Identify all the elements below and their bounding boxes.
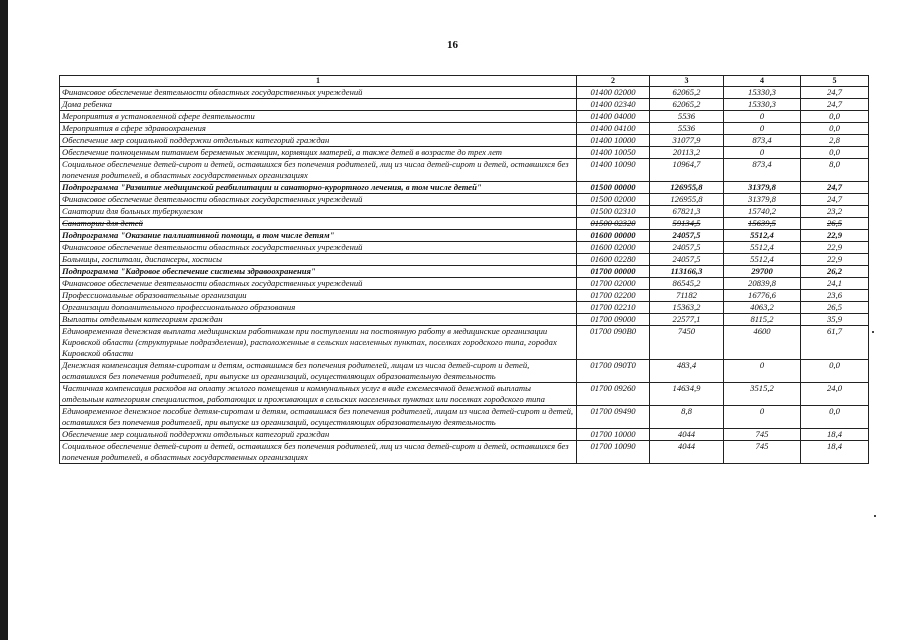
row-name-cell: Обеспечение мер социальной поддержки отдельных категорий граждан — [60, 429, 577, 441]
row-plan-value-cell: 10964,7 — [650, 159, 724, 182]
row-name-cell: Социальное обеспечение детей-сирот и детей, оставшихся без попечения родителей, лиц из числа детей-сирот и детей, оставшихся без попечения родителей, в областных государственных организациях — [60, 159, 577, 182]
row-plan-value-cell: 24057,5 — [650, 242, 724, 254]
row-code-cell: 01600 02280 — [577, 254, 650, 266]
row-actual-value-cell: 15639,5 — [724, 218, 801, 230]
table-row — [60, 159, 869, 182]
row-name-cell: Подпрограмма "Кадровое обеспечение системы здравоохранения" — [60, 266, 577, 278]
row-percent-cell: 61,7 — [801, 326, 869, 360]
row-code-cell: 01500 00000 — [577, 182, 650, 194]
row-plan-value-cell: 24057,5 — [650, 230, 724, 242]
header-col-1: 1 — [60, 76, 577, 87]
row-name-cell: Социальное обеспечение детей-сирот и детей, оставшихся без попечения родителей, лиц из числа детей-сирот и детей, оставшихся без попечения родителей, в областных государственных организациях — [60, 441, 577, 464]
header-col-4: 4 — [724, 76, 801, 87]
row-plan-value-cell: 15363,2 — [650, 302, 724, 314]
row-percent-cell: 26,5 — [801, 302, 869, 314]
row-actual-value-cell: 29700 — [724, 266, 801, 278]
row-percent-cell: 26,5 — [801, 218, 869, 230]
row-actual-value-cell: 745 — [724, 429, 801, 441]
table-row — [60, 290, 869, 302]
row-percent-cell: 24,7 — [801, 194, 869, 206]
row-plan-value-cell: 62065,2 — [650, 99, 724, 111]
table-row — [60, 326, 869, 360]
row-name-cell: Обеспечение полноценным питанием беременных женщин, кормящих матерей, а также детей в возрасте до трех лет — [60, 147, 577, 159]
row-percent-cell: 18,4 — [801, 429, 869, 441]
table-row — [60, 135, 869, 147]
row-code-cell: 01400 04100 — [577, 123, 650, 135]
row-actual-value-cell: 20839,8 — [724, 278, 801, 290]
row-name-cell: Больницы, госпитали, диспансеры, хосписы — [60, 254, 577, 266]
row-code-cell: 01700 090В0 — [577, 326, 650, 360]
scan-speck — [874, 515, 876, 517]
row-actual-value-cell: 5512,4 — [724, 242, 801, 254]
scan-edge-shadow — [0, 0, 8, 640]
row-name-cell: Единовременное денежное пособие детям-сиротам и детям, оставшимся без попечения родителей, лицам из числа детей-сирот и детей, оставшихся без попечения родителей, при выпуске из организаций, осуществляющих образовательную деятельность — [60, 406, 577, 429]
row-name-cell: Подпрограмма "Оказание паллиативной помощи, в том числе детям" — [60, 230, 577, 242]
row-percent-cell: 22,9 — [801, 254, 869, 266]
row-code-cell: 01700 09000 — [577, 314, 650, 326]
table-row — [60, 254, 869, 266]
row-plan-value-cell: 14634,9 — [650, 383, 724, 406]
row-plan-value-cell: 22577,1 — [650, 314, 724, 326]
row-actual-value-cell: 4063,2 — [724, 302, 801, 314]
row-plan-value-cell: 86545,2 — [650, 278, 724, 290]
table-row — [60, 87, 869, 99]
row-code-cell: 01400 10050 — [577, 147, 650, 159]
table-row — [60, 429, 869, 441]
row-code-cell: 01700 09260 — [577, 383, 650, 406]
row-actual-value-cell: 873,4 — [724, 135, 801, 147]
header-col-5: 5 — [801, 76, 869, 87]
table-row — [60, 218, 869, 230]
row-actual-value-cell: 0 — [724, 123, 801, 135]
header-col-3: 3 — [650, 76, 724, 87]
row-name-cell: Санатории для больных туберкулезом — [60, 206, 577, 218]
row-plan-value-cell: 8,8 — [650, 406, 724, 429]
row-percent-cell: 35,9 — [801, 314, 869, 326]
row-actual-value-cell: 8115,2 — [724, 314, 801, 326]
row-actual-value-cell: 15330,3 — [724, 99, 801, 111]
row-actual-value-cell: 745 — [724, 441, 801, 464]
row-percent-cell: 0,0 — [801, 111, 869, 123]
table-row — [60, 123, 869, 135]
row-actual-value-cell: 5512,4 — [724, 230, 801, 242]
row-plan-value-cell: 59134,5 — [650, 218, 724, 230]
row-percent-cell: 0,0 — [801, 147, 869, 159]
row-percent-cell: 24,0 — [801, 383, 869, 406]
row-plan-value-cell: 24057,5 — [650, 254, 724, 266]
row-code-cell: 01600 00000 — [577, 230, 650, 242]
table-row — [60, 194, 869, 206]
row-code-cell: 01400 10000 — [577, 135, 650, 147]
row-percent-cell: 24,7 — [801, 87, 869, 99]
row-code-cell: 01700 02000 — [577, 278, 650, 290]
row-code-cell: 01700 02210 — [577, 302, 650, 314]
row-actual-value-cell: 31379,8 — [724, 194, 801, 206]
row-plan-value-cell: 4044 — [650, 429, 724, 441]
table-row — [60, 383, 869, 406]
row-code-cell: 01600 02000 — [577, 242, 650, 254]
row-actual-value-cell: 16776,6 — [724, 290, 801, 302]
row-plan-value-cell: 20113,2 — [650, 147, 724, 159]
row-percent-cell: 18,4 — [801, 441, 869, 464]
row-plan-value-cell: 62065,2 — [650, 87, 724, 99]
row-code-cell: 01500 02000 — [577, 194, 650, 206]
row-code-cell: 01700 00000 — [577, 266, 650, 278]
row-actual-value-cell: 0 — [724, 360, 801, 383]
row-percent-cell: 22,9 — [801, 242, 869, 254]
table-row — [60, 206, 869, 218]
row-plan-value-cell: 5536 — [650, 111, 724, 123]
row-code-cell: 01400 04000 — [577, 111, 650, 123]
row-code-cell: 01400 02340 — [577, 99, 650, 111]
table-row — [60, 360, 869, 383]
row-name-cell: Мероприятия в сфере здравоохранения — [60, 123, 577, 135]
row-plan-value-cell: 483,4 — [650, 360, 724, 383]
row-name-cell: Организации дополнительного профессионального образования — [60, 302, 577, 314]
row-plan-value-cell: 71182 — [650, 290, 724, 302]
table-row — [60, 314, 869, 326]
row-plan-value-cell: 126955,8 — [650, 194, 724, 206]
table-row — [60, 99, 869, 111]
row-plan-value-cell: 113166,3 — [650, 266, 724, 278]
row-name-cell: Финансовое обеспечение деятельности областных государственных учреждений — [60, 242, 577, 254]
row-name-cell: Мероприятия в установленной сфере деятельности — [60, 111, 577, 123]
table-row — [60, 111, 869, 123]
row-code-cell: 01500 02310 — [577, 206, 650, 218]
row-name-cell: Подпрограмма "Развитие медицинской реабилитации и санаторно-курортного лечения, в том числе детей" — [60, 182, 577, 194]
row-name-cell: Единовременная денежная выплата медицинским работникам при поступлении на постоянную работу в медицинские организации Кировской области (структурные подразделения), расположенные в сельских населенных пунктах, поселках городского типа, городах Кировской области — [60, 326, 577, 360]
row-code-cell: 01700 10000 — [577, 429, 650, 441]
row-actual-value-cell: 5512,4 — [724, 254, 801, 266]
row-name-cell: Денежная компенсация детям-сиротам и детям, оставшимся без попечения родителей, лицам из числа детей-сирот и детей, оставшихся без попечения родителей, при выпуске из организаций, осуществляющих образовательную деятельность — [60, 360, 577, 383]
table-row — [60, 230, 869, 242]
row-percent-cell: 23,2 — [801, 206, 869, 218]
row-name-cell: Дома ребенка — [60, 99, 577, 111]
row-actual-value-cell: 15330,3 — [724, 87, 801, 99]
row-actual-value-cell: 0 — [724, 147, 801, 159]
row-actual-value-cell: 4600 — [724, 326, 801, 360]
page-number: 16 — [447, 39, 458, 51]
row-code-cell: 01700 10090 — [577, 441, 650, 464]
row-percent-cell: 8,0 — [801, 159, 869, 182]
row-plan-value-cell: 4044 — [650, 441, 724, 464]
row-percent-cell: 0,0 — [801, 360, 869, 383]
budget-table — [59, 75, 869, 464]
table-row — [60, 242, 869, 254]
row-percent-cell: 24,1 — [801, 278, 869, 290]
row-plan-value-cell: 7450 — [650, 326, 724, 360]
row-actual-value-cell: 31379,8 — [724, 182, 801, 194]
row-percent-cell: 24,7 — [801, 182, 869, 194]
table-row — [60, 278, 869, 290]
row-name-cell: Частичная компенсация расходов на оплату жилого помещения и коммунальных услуг в виде ежемесячной денежной выплаты отдельным категориям специалистов, работающих и проживающих в сельских населенных пунктах или поселках городского типа — [60, 383, 577, 406]
row-percent-cell: 0,0 — [801, 406, 869, 429]
row-name-cell: Финансовое обеспечение деятельности областных государственных учреждений — [60, 194, 577, 206]
row-actual-value-cell: 0 — [724, 406, 801, 429]
row-plan-value-cell: 126955,8 — [650, 182, 724, 194]
row-name-cell: Профессиональные образовательные организации — [60, 290, 577, 302]
table-row — [60, 266, 869, 278]
table-header-row — [60, 76, 869, 87]
table-row — [60, 441, 869, 464]
row-name-cell: Финансовое обеспечение деятельности областных государственных учреждений — [60, 278, 577, 290]
row-code-cell: 01700 090Т0 — [577, 360, 650, 383]
row-code-cell: 01500 02320 — [577, 218, 650, 230]
row-actual-value-cell: 15740,2 — [724, 206, 801, 218]
row-plan-value-cell: 5536 — [650, 123, 724, 135]
row-percent-cell: 22,9 — [801, 230, 869, 242]
row-code-cell: 01400 02000 — [577, 87, 650, 99]
row-percent-cell: 26,2 — [801, 266, 869, 278]
row-plan-value-cell: 67821,3 — [650, 206, 724, 218]
table-row — [60, 406, 869, 429]
row-percent-cell: 23,6 — [801, 290, 869, 302]
row-name-cell: Финансовое обеспечение деятельности областных государственных учреждений — [60, 87, 577, 99]
table-row — [60, 182, 869, 194]
row-percent-cell: 0,0 — [801, 123, 869, 135]
row-name-cell: Санатории для детей — [60, 218, 577, 230]
row-percent-cell: 24,7 — [801, 99, 869, 111]
table-row — [60, 302, 869, 314]
row-actual-value-cell: 3515,2 — [724, 383, 801, 406]
row-code-cell: 01700 02200 — [577, 290, 650, 302]
row-code-cell: 01700 09490 — [577, 406, 650, 429]
row-plan-value-cell: 31077,9 — [650, 135, 724, 147]
row-code-cell: 01400 10090 — [577, 159, 650, 182]
row-actual-value-cell: 0 — [724, 111, 801, 123]
scan-speck — [872, 331, 874, 333]
row-name-cell: Обеспечение мер социальной поддержки отдельных категорий граждан — [60, 135, 577, 147]
table-row — [60, 147, 869, 159]
row-name-cell: Выплаты отдельным категориям граждан — [60, 314, 577, 326]
header-col-2: 2 — [577, 76, 650, 87]
row-actual-value-cell: 873,4 — [724, 159, 801, 182]
row-percent-cell: 2,8 — [801, 135, 869, 147]
